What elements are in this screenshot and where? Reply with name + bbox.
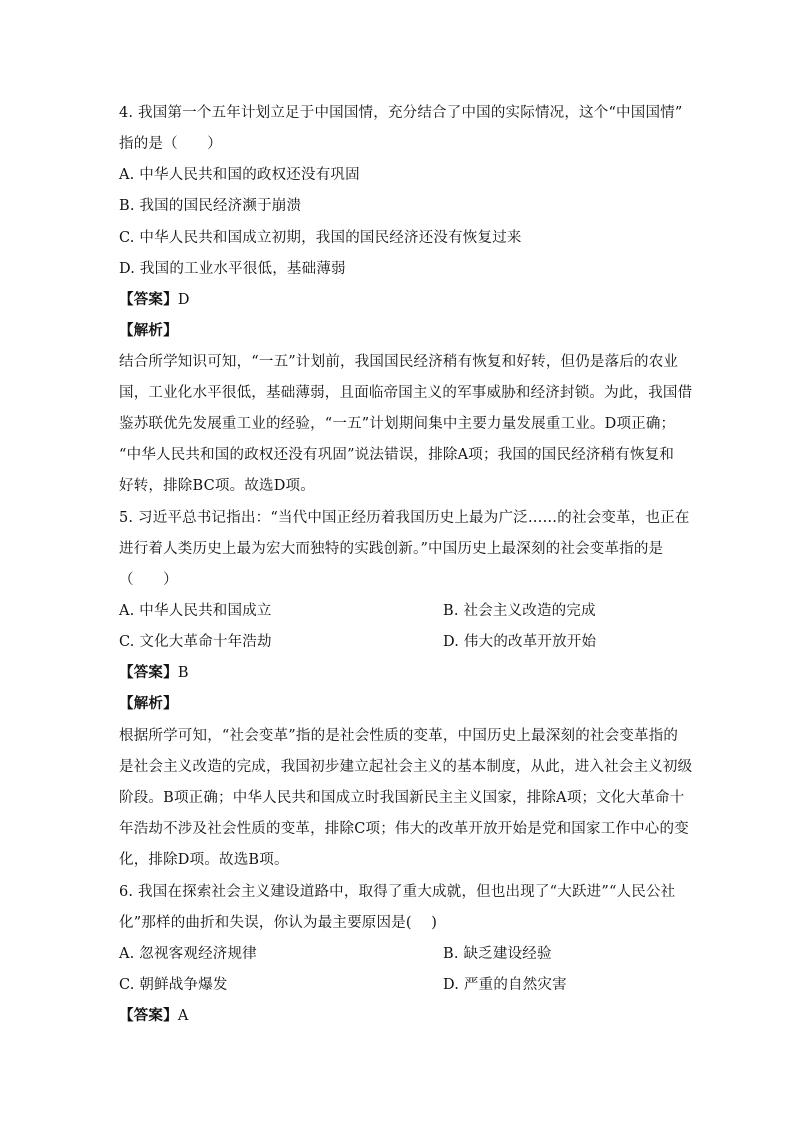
answer-label: 【答案】 <box>119 1007 178 1024</box>
q4-analysis-label: 【解析】 <box>119 322 178 339</box>
q6-option-c: C. 朝鲜战争爆发 <box>119 977 228 993</box>
q4-analysis-line: 国，工业化水平很低，基础薄弱，且面临帝国主义的军事威胁和经济封锁。为此，我国借 <box>119 385 693 401</box>
q4-analysis-line: “中华人民共和国的政权还没有巩固”说法错误，排除A项；我国的国民经济稍有恢复和 <box>119 447 675 463</box>
q5-analysis-line: 阶段。B项正确；中华人民共和国成立时我国新民主主义国家，排除A项；文化大革命十 <box>119 790 685 806</box>
q6-answer <box>119 1006 679 1026</box>
q5-analysis-line: 是社会主义改造的完成，我国初步建立起社会主义的基本制度，从此，进入社会主义初级 <box>119 759 693 775</box>
q6-option-b: B. 缺乏建设经验 <box>443 946 552 962</box>
q6-option-d: D. 严重的自然灾害 <box>443 977 567 993</box>
q4-answer <box>119 290 679 310</box>
q4-option-c: C. 中华人民共和国成立初期，我国的国民经济还没有恢复过来 <box>119 230 522 246</box>
q4-option-b: B. 我国的国民经济濒于崩溃 <box>119 198 302 214</box>
q5-option-b: B. 社会主义改造的完成 <box>443 603 596 619</box>
q4-analysis-line: 结合所学知识可知，“一五”计划前，我国国民经济稍有恢复和好转，但仍是落后的农业 <box>119 354 679 370</box>
q6-stem-line1: 6. 我国在探索社会主义建设道路中，取得了重大成就，但也出现了“大跃进”“人民公社 <box>119 884 676 900</box>
q5-answer <box>119 663 679 683</box>
answer-label: 【答案】 <box>119 664 178 681</box>
q4-option-d: D. 我国的工业水平很低，基础薄弱 <box>119 261 346 277</box>
q4-option-a: A. 中华人民共和国的政权还没有巩固 <box>119 167 360 183</box>
q5-option-a: A. 中华人民共和国成立 <box>119 603 272 619</box>
q5-option-d: D. 伟大的改革开放开始 <box>443 634 597 650</box>
q4-analysis-line: 好转，排除BC项。故选D项。 <box>119 478 315 494</box>
q5-analysis-label: 【解析】 <box>119 695 178 712</box>
answer-value: D <box>177 292 190 308</box>
answer-value: A <box>177 1008 189 1024</box>
q6-stem-line2: 化”那样的曲折和失误，你认为最主要原因是( ) <box>119 915 438 931</box>
q5-analysis-line: 年浩劫不涉及社会性质的变革，排除C项；伟大的改革开放开始是党和国家工作中心的变 <box>119 821 689 837</box>
q6-option-a: A. 忽视客观经济规律 <box>119 946 257 962</box>
q4-stem-line2: 指的是（ ） <box>119 136 222 152</box>
q4-stem-line1: 4. 我国第一个五年计划立足于中国国情，充分结合了中国的实际情况，这个“中国国情” <box>119 105 683 121</box>
q5-stem-line3: （ ） <box>119 572 178 588</box>
q5-analysis-line: 化，排除D项。故选B项。 <box>119 852 289 868</box>
q5-option-c: C. 文化大革命十年浩劫 <box>119 634 272 650</box>
answer-label: 【答案】 <box>119 291 178 308</box>
q4-analysis-line: 鉴苏联优先发展重工业的经验，“一五”计划期间集中主要力量发展重工业。D项正确； <box>119 416 676 432</box>
q5-stem-line2: 进行着人类历史上最为宏大而独特的实践创新。”中国历史上最深刻的社会变革指的是 <box>119 541 664 557</box>
answer-value: B <box>177 665 189 681</box>
q5-analysis-line: 根据所学可知，“社会变革”指的是社会性质的变革，中国历史上最深刻的社会变革指的 <box>119 728 679 744</box>
q5-stem-line1: 5. 习近平总书记指出：“当代中国正经历着我国历史上最为广泛……的社会变革，也正在 <box>119 510 690 526</box>
